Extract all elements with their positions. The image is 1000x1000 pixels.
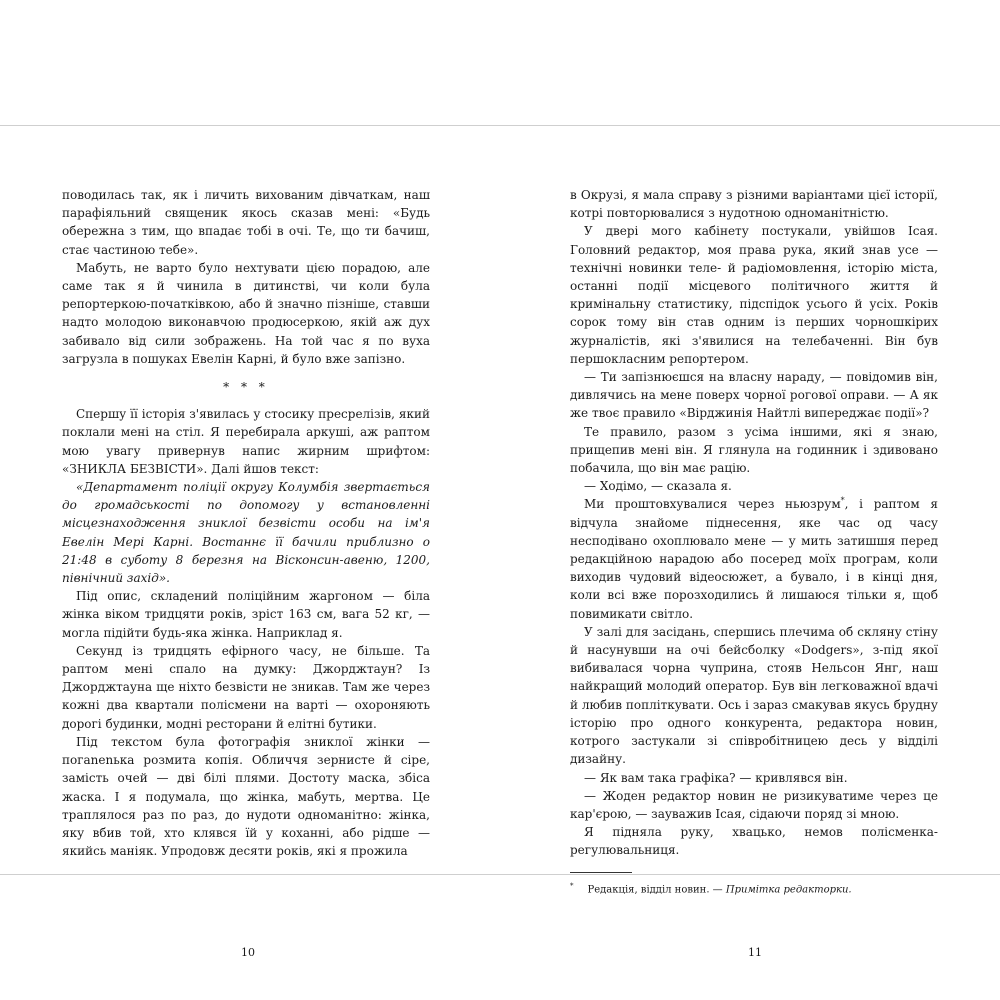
paragraph: в Окрузі, я мала справу з різними варіантами цієї історії, котрі повторювалися з нудотною одноманітністю.: [570, 188, 938, 221]
paragraph: [570, 495, 938, 622]
page-number-left: 10: [241, 946, 255, 959]
quoted-press-release: «Департамент поліції округу Колумбія звертається до громадськості по допомогу у встановленні місцезнаходження зниклої безвісти особи на ім'я Евелін Мері Карні. Востаннє її бачили приблизно о 21:48 в суботу 8 березня на Вісконсин-авеню, 1200, північний захід».: [62, 480, 430, 586]
paragraph: Я підняла руку, хвацько, немов полісменка-регулювальниця.: [570, 825, 938, 858]
paragraph-text: Ми проштовхувалися через ньюзрум: [584, 497, 841, 512]
footnote-marker: *: [840, 496, 845, 506]
paragraph: — Як вам така графіка? — кривлявся він.: [584, 770, 848, 785]
paragraph: У залі для засідань, спершись плечима об скляну стіну й насунувши на очі бейсболку «Dodgers», з-під якої вибивалася чорна чуприна, стояв Нельсон Янг, наш найкращий молодий оператор. Був він легковажної вдачі й любив поплiткувати. Ось і зараз смакував якусь брудну історію про одного конкурента, редактора новин, котрого застукали зі співробітницею десь у відділі дизайну.: [570, 624, 938, 767]
section-separator: * * *: [223, 380, 269, 395]
paragraph: поводилась так, як і личить вихованим дівчаткам, наш парафіяльний священик якось сказав мені: «Будь обережна з тим, що впадає тобі в очі. Те, що ти бачиш, стає частиною тебе».: [62, 188, 430, 257]
paragraph: Під опис, складений поліційним жаргоном — біла жінка віком тридцяти років, зріст 163 см, вага 52 кг, — могла підійти будь-яка жінка. Наприклад я.: [62, 589, 430, 640]
paragraph: — Ти запізнюєшся на власну нараду, — повідомив він, дивлячись на мене поверх чорної рогової оправи. — А як же твоє правило «Вірджинія Найтлі випереджає події»?: [570, 370, 938, 421]
paragraph: — Жоден редактор новин не ризикуватиме через це кар'єрою, — зауважив Ісая, сідаючи поряд зі мною.: [570, 788, 938, 821]
paragraph-text: , і раптом я відчула знайоме піднесення, яке час од часу несподівано охоплювало мене — у мить затишшя перед редакційною нарадою або посеред моїх програм, коли виходив чудовий відеосюжет, а бувало, і в кінці дня, коли всі вже порозходились й лишаюся тільки я, щоб повимикати світло.: [570, 497, 938, 621]
paragraph: У двері мого кабінету постукали, увійшов Ісая. Головний редактор, моя права рука, який знав усе — технічні новинки теле- й радіомовлення, історію міста, останні події місцевого політичного життя й кримінальну статистику, підспідок усього й усіх. Років сорок тому він став одним із перших чорношкірих журналістів, які з'явилися на телебаченні. Він був першокласним репортером.: [570, 224, 938, 366]
paragraph: Те правило, разом з усіма іншими, які я знаю, прищепив мені він. Я глянула на годинник і здивовано побачила, що він має рацію.: [570, 424, 938, 476]
footnote-text: Редакція, відділ новин. —: [587, 883, 726, 895]
paragraph: Мабуть, не варто було нехтувати цією порадою, але саме так я й чинила в дитинстві, чи коли була репортеркою-початківкою, або й значно пізніше, ставши надто молодою виконавчою продюсеркою, якій аж дух забивало від сили зображень. На той час я по вуха загрузла в пошуках Евелін Карні, й було вже запізно.: [62, 260, 430, 366]
paragraph: — Ходімо, — сказала я.: [584, 479, 732, 494]
book-spread: [0, 125, 1000, 959]
right-page: [570, 186, 938, 897]
footnote: [570, 879, 938, 897]
footnote-marker: *: [570, 881, 574, 890]
paragraph: Секунд із тридцять ефірного часу, не більше. Та раптом мені спало на думку: Джорджтаун? Із Джорджтауна ще ніхто безвісти не зникав. Там же через кожні два квартали полісмени на варті — охороняють дорогі будинки, модні ресторани й елітні бутики.: [62, 643, 430, 731]
left-page: [62, 186, 430, 860]
paragraph: Спершу її історія з'явилась у стосику пресрелізів, який поклали мені на стіл. Я перебирала аркуші, аж раптом мою увагу привернув напис жирним шрифтом: «ЗНИКЛА БЕЗВІСТИ». Далі йшов текст:: [62, 407, 430, 476]
page-number-right: 11: [748, 946, 762, 959]
paragraph: Під текстом була фотографія зниклої жінки — погanenька розмита копія. Обличчя зернисте й сіре, замість очей — дві білі плями. Достоту маска, збіса жаска. І я подумала, що жінка, мабуть, мертва. Це траплялося раз по раз, до нудоти одноманітно: жінка, яку вбив той, хто клявся їй у коханні, або рідше — якийсь маніяк. Упродовж десяти років, які я прожила: [62, 734, 430, 859]
footnote-note: Примітка редакторки.: [725, 883, 852, 895]
footnote-divider: [570, 872, 632, 873]
